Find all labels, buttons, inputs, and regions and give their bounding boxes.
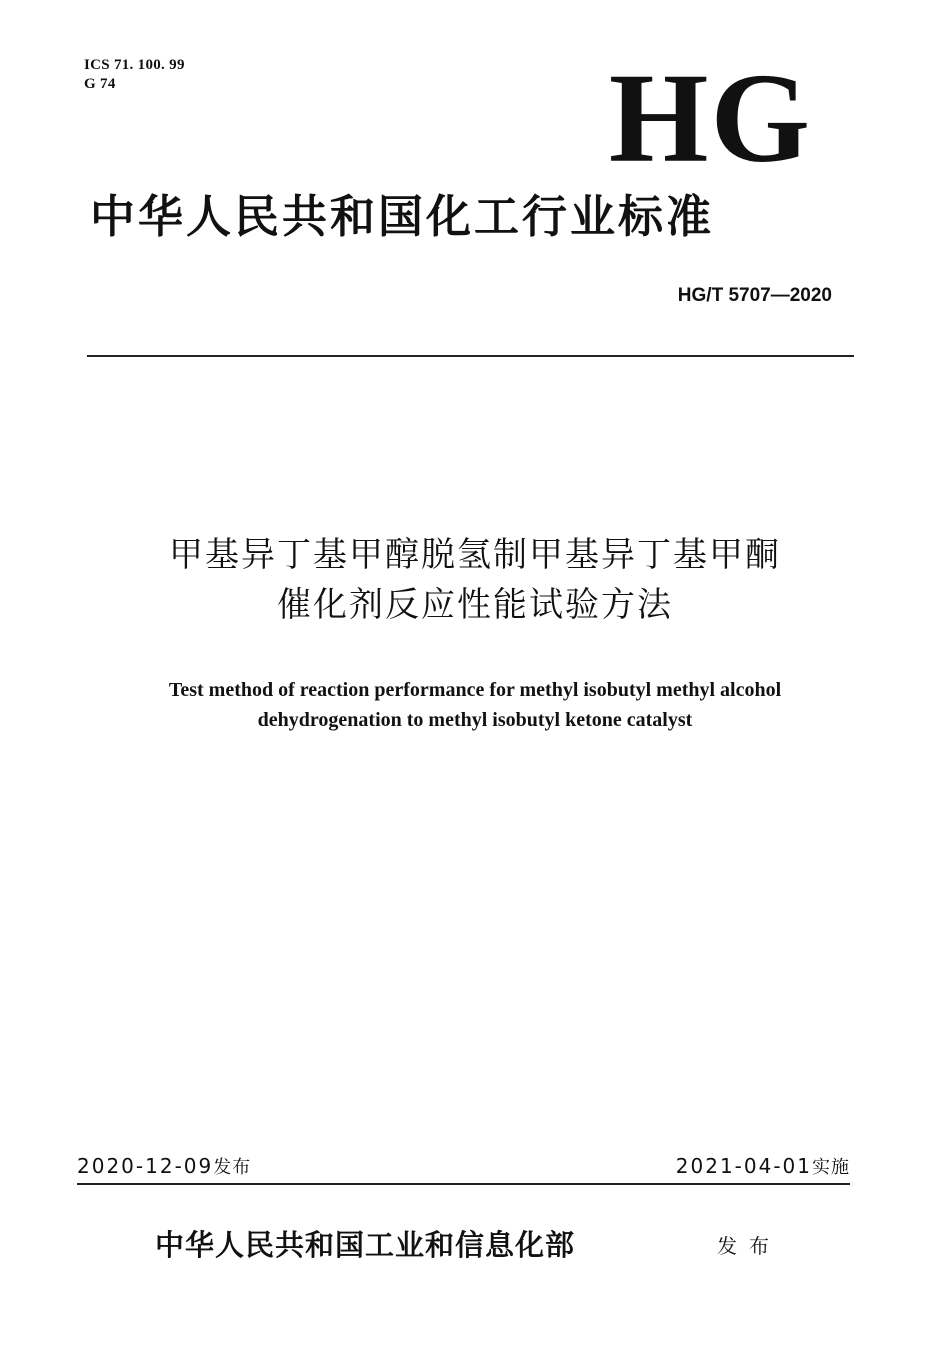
footer-divider — [77, 1183, 850, 1185]
issuer-name: 中华人民共和国工业和信息化部 — [155, 1228, 576, 1262]
english-title-line-1: Test method of reaction performance for methyl isobutyl methyl alcohol — [168, 679, 782, 701]
issuer-action: 发布 — [717, 1234, 781, 1258]
issue-date-block — [77, 1153, 251, 1181]
implement-label: 实施 — [812, 1157, 850, 1178]
implement-date: 2021-04-01 — [675, 1154, 812, 1178]
chinese-title — [75, 530, 875, 630]
standard-code: HG/T 5707—2020 — [677, 285, 832, 306]
chinese-title-line-1: 甲基异丁基甲醇脱氢制甲基异丁基甲酮 — [169, 535, 781, 575]
standard-category-title: 中华人民共和国化工行业标准 — [90, 190, 715, 243]
classification-codes — [84, 56, 185, 94]
implement-date-block — [676, 1153, 850, 1181]
hg-logo: HG — [608, 47, 812, 189]
ccs-code: G 74 — [84, 76, 116, 92]
chinese-title-line-2: 催化剂反应性能试验方法 — [277, 585, 673, 625]
issue-label: 发布 — [213, 1157, 252, 1178]
english-title-line-2: dehydrogenation to methyl isobutyl ketone catalyst — [257, 709, 693, 731]
issue-date: 2020-12-09 — [77, 1154, 214, 1178]
english-title — [75, 675, 875, 735]
header-divider — [87, 355, 854, 357]
ics-code: ICS 71. 100. 99 — [84, 57, 185, 73]
